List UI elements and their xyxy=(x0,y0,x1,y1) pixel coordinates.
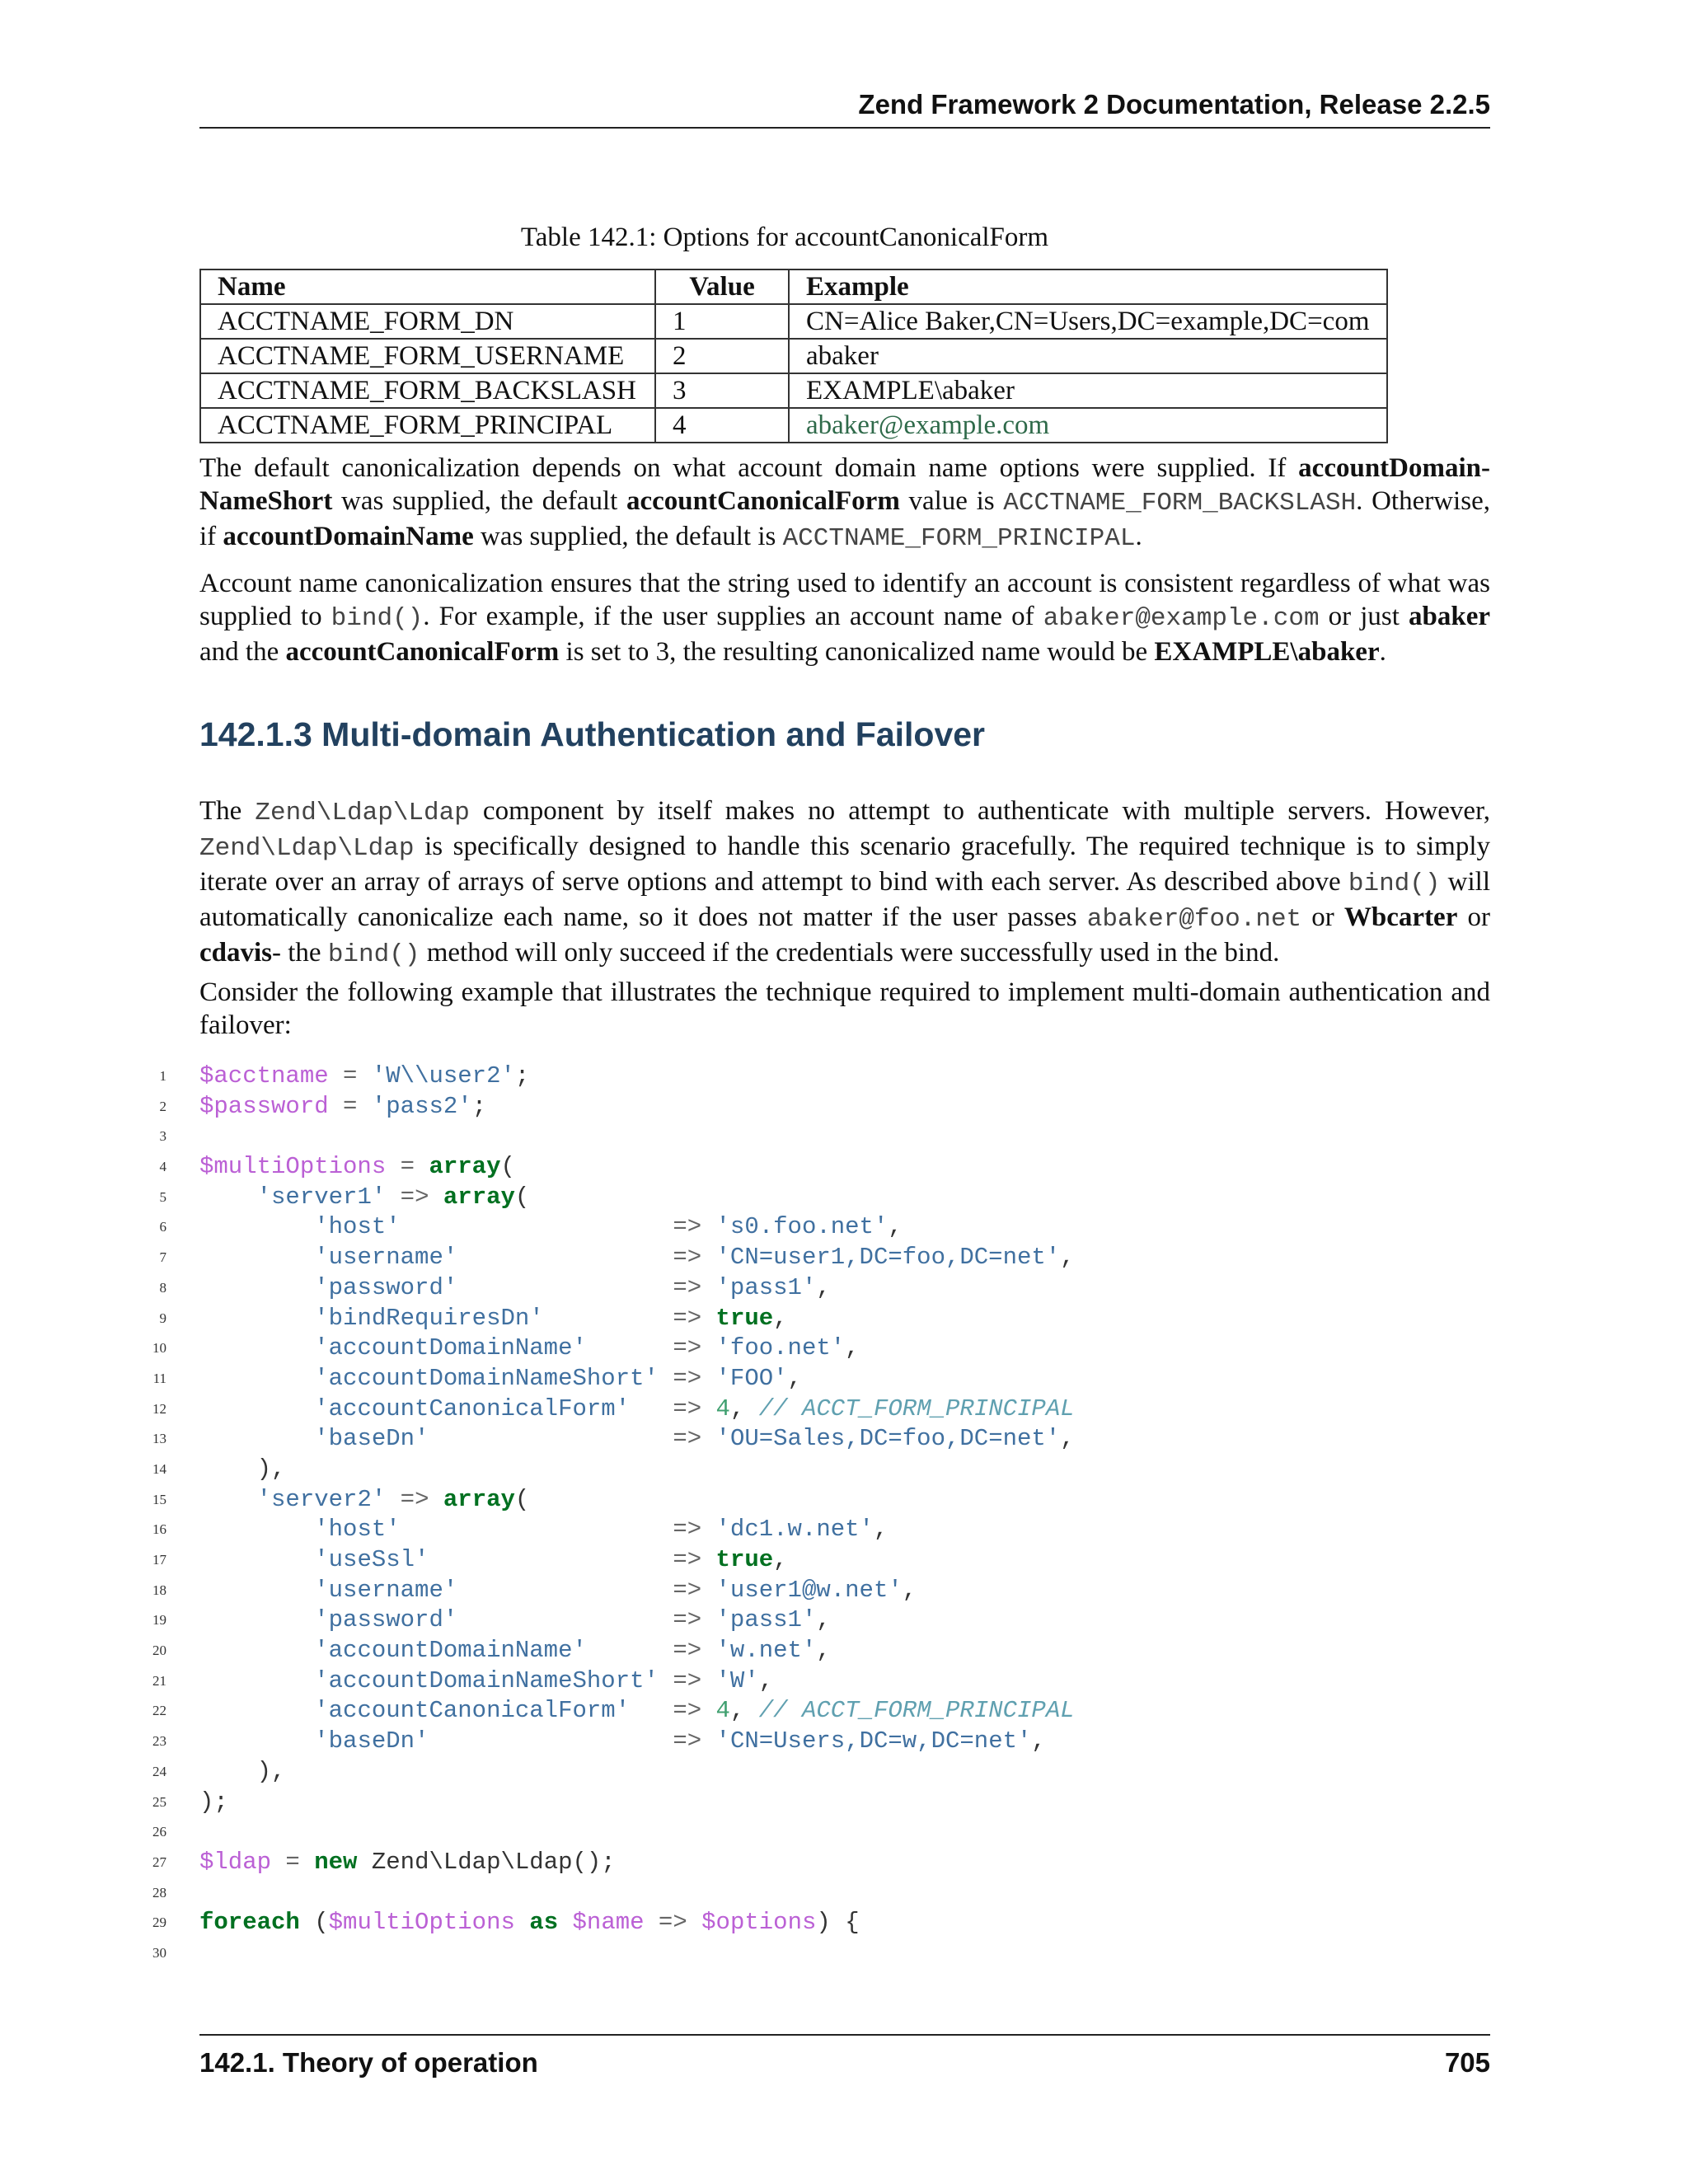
code-token xyxy=(701,1274,715,1301)
code-token xyxy=(630,1697,673,1724)
code-token xyxy=(701,1577,715,1604)
code-token: => xyxy=(673,1516,702,1544)
code-token xyxy=(429,1546,673,1573)
code-token: 'accountDomainNameShort' xyxy=(314,1666,659,1694)
code-text xyxy=(199,1908,860,1938)
line-number: 11 xyxy=(152,1370,166,1386)
code-token: , xyxy=(758,1666,774,1694)
code-line xyxy=(0,1424,1688,1455)
code-token: , xyxy=(1060,1425,1075,1453)
code-token: 'foo.net' xyxy=(715,1334,846,1362)
code-token: => xyxy=(673,1394,702,1422)
code-text xyxy=(199,1273,831,1304)
code-line xyxy=(0,1152,1688,1183)
code-token: array xyxy=(443,1485,515,1513)
code-token: => xyxy=(673,1546,702,1573)
table-cell: 3 xyxy=(655,373,789,408)
table-header-row xyxy=(200,269,1387,304)
code-token xyxy=(701,1365,715,1392)
line-number: 23 xyxy=(152,1733,166,1750)
code-token xyxy=(701,1244,715,1271)
code-token: , xyxy=(873,1516,889,1544)
code-token: => xyxy=(673,1304,702,1332)
code-text xyxy=(199,1394,1075,1425)
code-token xyxy=(401,1516,673,1543)
email-link[interactable]: abaker@example.com xyxy=(806,410,1050,440)
line-number: 29 xyxy=(152,1915,166,1931)
table-cell: ACCTNAME_FORM_USERNAME xyxy=(200,339,655,373)
column-header-value: Value xyxy=(655,269,789,304)
code-token xyxy=(199,1244,314,1271)
table-cell: CN=Alice Baker,CN=Users,DC=example,DC=com xyxy=(789,304,1387,339)
code-token: 'server2' xyxy=(256,1485,387,1513)
code-token xyxy=(199,1183,257,1211)
code-token xyxy=(587,1334,673,1361)
code-token: => xyxy=(673,1364,702,1392)
code-token: 'dc1.w.net' xyxy=(715,1516,874,1544)
code-token xyxy=(701,1334,715,1361)
code-token: 'accountCanonicalForm' xyxy=(314,1394,631,1422)
code-line xyxy=(0,1122,1688,1152)
line-number: 4 xyxy=(159,1159,166,1175)
paragraph-example-intro: Consider the following example that illustrates the technique required to implement multi-domain authentication and failover: xyxy=(199,977,1490,1040)
code-token xyxy=(199,1395,314,1422)
line-number: 22 xyxy=(152,1703,166,1719)
code-token: 'baseDn' xyxy=(314,1727,429,1755)
code-line xyxy=(0,1304,1688,1334)
code-token xyxy=(659,1365,673,1392)
code-token: , xyxy=(787,1364,802,1392)
table-row xyxy=(200,339,1387,373)
code-token xyxy=(630,1395,673,1422)
code-text xyxy=(199,1666,773,1697)
code-token xyxy=(701,1606,715,1633)
code-token xyxy=(515,1909,529,1936)
code-token: // ACCT_FORM_PRINCIPAL xyxy=(758,1394,1075,1422)
code-token: 'W' xyxy=(715,1666,759,1694)
code-token: 'CN=user1,DC=foo,DC=net' xyxy=(715,1244,1061,1272)
code-text xyxy=(199,1455,285,1485)
code-token: ); xyxy=(199,1788,228,1816)
code-token: 'host' xyxy=(314,1213,401,1241)
code-token: => xyxy=(673,1425,702,1453)
code-token: $password xyxy=(199,1092,329,1120)
code-text xyxy=(199,1636,831,1666)
code-token: 'useSsl' xyxy=(314,1546,429,1573)
code-token xyxy=(199,1274,314,1301)
code-token: => xyxy=(673,1697,702,1725)
code-token: Zend\Ldap\Ldap(); xyxy=(357,1848,616,1876)
code-token: true xyxy=(715,1304,774,1332)
code-token xyxy=(701,1697,715,1724)
paragraph-multi-domain: The Zend\Ldap\Ldap component by itself makes no attempt to authenticate with multiple servers. However, Zend\Ldap\Ldap is specifically designed to handle this scenario gracefully. The required technique is to simply iterate over an array of arrays of serve options and attempt to bind with each server. As described above bind() will automatically canonicalize each name, so it does not matter if the user passes abaker@foo.net or Wbcarter or cdavis- the bind() method will only succeed if the credentials were successfully used in the bind. xyxy=(199,796,1490,969)
code-token: ) { xyxy=(816,1909,860,1937)
code-line xyxy=(0,1636,1688,1666)
line-number: 6 xyxy=(159,1219,166,1235)
line-number: 7 xyxy=(159,1249,166,1266)
code-token: , xyxy=(729,1394,759,1422)
code-token: $options xyxy=(701,1909,817,1937)
page-number: 705 xyxy=(1444,2047,1490,2078)
code-token: 's0.foo.net' xyxy=(715,1213,889,1241)
code-token: foreach xyxy=(199,1909,300,1937)
line-number: 24 xyxy=(152,1763,166,1779)
line-number: 28 xyxy=(152,1884,166,1900)
code-line xyxy=(0,1545,1688,1576)
code-line xyxy=(0,1666,1688,1697)
code-token: 'pass1' xyxy=(715,1606,817,1634)
code-token xyxy=(199,1305,314,1332)
table-row xyxy=(200,373,1387,408)
code-text xyxy=(199,1545,788,1576)
code-text xyxy=(199,1576,917,1606)
code-token xyxy=(587,1637,673,1664)
code-token xyxy=(199,1516,314,1543)
code-token: 'bindRequiresDn' xyxy=(314,1304,544,1332)
line-number: 12 xyxy=(152,1400,166,1417)
line-number: 16 xyxy=(152,1521,166,1538)
code-token: => xyxy=(673,1637,702,1665)
code-token: 'OU=Sales,DC=foo,DC=net' xyxy=(715,1425,1061,1453)
code-token: => xyxy=(673,1273,702,1301)
line-number: 27 xyxy=(152,1854,166,1870)
code-line xyxy=(0,1092,1688,1122)
table-cell xyxy=(789,408,1387,443)
table-cell: 2 xyxy=(655,339,789,373)
code-token: , xyxy=(773,1546,788,1573)
code-token: $multiOptions xyxy=(328,1909,515,1937)
code-token: => xyxy=(673,1334,702,1362)
code-text xyxy=(199,1333,860,1364)
code-text xyxy=(199,1605,831,1636)
line-number: 5 xyxy=(159,1188,166,1205)
code-token: array xyxy=(443,1183,515,1211)
code-token: = xyxy=(386,1153,429,1181)
code-text xyxy=(199,1092,486,1122)
table-cell: ACCTNAME_FORM_BACKSLASH xyxy=(200,373,655,408)
code-token xyxy=(199,1667,314,1694)
code-token: $acctname xyxy=(199,1062,329,1090)
code-token xyxy=(457,1577,673,1604)
code-token: , xyxy=(902,1576,917,1604)
code-token: $name xyxy=(572,1909,645,1937)
code-token: 'FOO' xyxy=(715,1364,788,1392)
line-number: 19 xyxy=(152,1612,166,1629)
code-token xyxy=(199,1425,314,1452)
code-token: , xyxy=(816,1273,831,1301)
code-token: => xyxy=(673,1606,702,1634)
code-token xyxy=(429,1425,673,1452)
code-token xyxy=(558,1909,572,1936)
code-line xyxy=(0,1908,1688,1938)
code-token xyxy=(701,1213,715,1240)
line-number: 10 xyxy=(152,1340,166,1357)
table-row xyxy=(200,408,1387,443)
code-text xyxy=(199,1183,529,1213)
section-heading: 142.1.3 Multi-domain Authentication and Failover xyxy=(199,715,986,753)
code-text xyxy=(199,1727,1046,1757)
code-token xyxy=(701,1667,715,1694)
page-header: Zend Framework 2 Documentation, Release 2.2.5 xyxy=(199,89,1490,129)
code-token xyxy=(701,1516,715,1543)
code-token: => xyxy=(386,1485,443,1513)
line-number: 15 xyxy=(152,1491,166,1507)
code-text xyxy=(199,1243,1075,1273)
code-token: => xyxy=(644,1909,702,1937)
code-line xyxy=(0,1576,1688,1606)
code-token: 'accountDomainName' xyxy=(314,1334,587,1362)
code-token: 'password' xyxy=(314,1273,458,1301)
table-caption: Table 142.1: Options for accountCanonicalForm xyxy=(520,223,1049,252)
code-token: 4 xyxy=(715,1697,730,1725)
code-token: 'accountDomainName' xyxy=(314,1637,587,1665)
code-token xyxy=(199,1365,314,1392)
code-text xyxy=(199,1152,515,1183)
code-token xyxy=(199,1334,314,1361)
code-line xyxy=(0,1878,1688,1909)
table-cell: 1 xyxy=(655,304,789,339)
code-text xyxy=(199,1848,616,1878)
table-row xyxy=(200,304,1387,339)
column-header-example: Example xyxy=(789,269,1387,304)
line-number: 26 xyxy=(152,1824,166,1840)
code-line xyxy=(0,1394,1688,1425)
code-token: ( xyxy=(299,1909,329,1937)
paragraph-default-canonicalization: The default canonicalization depends on what account domain name options were supplied. If accountDomain-NameShort was supplied, the default accountCanonicalForm value is ACCTNAME_FORM_BACKSLASH. Otherwise, if accountDomainName was supplied, the default is ACCTNAME_FORM_PRINCIPAL. xyxy=(199,453,1490,553)
code-token: ; xyxy=(471,1092,487,1120)
code-line xyxy=(0,1364,1688,1394)
code-token: 'CN=Users,DC=w,DC=net' xyxy=(715,1727,1032,1755)
line-number: 25 xyxy=(152,1793,166,1810)
code-token xyxy=(429,1727,673,1755)
code-token xyxy=(701,1425,715,1452)
code-token xyxy=(701,1395,715,1422)
code-line xyxy=(0,1757,1688,1788)
code-token: 'pass1' xyxy=(715,1273,817,1301)
code-line xyxy=(0,1848,1688,1878)
code-token: , xyxy=(1060,1244,1075,1272)
code-text xyxy=(199,1424,1075,1455)
line-number: 20 xyxy=(152,1643,166,1659)
table-cell: 4 xyxy=(655,408,789,443)
table-cell: EXAMPLE\abaker xyxy=(789,373,1387,408)
code-line xyxy=(0,1183,1688,1213)
paragraph-account-name-canonicalization: Account name canonicalization ensures that the string used to identify an account is consistent regardless of what was supplied to bind(). For example, if the user supplies an account name of abaker@example.com or just abaker and the accountCanonicalForm is set to 3, the resulting canonicalized name would be EXAMPLE\abaker. xyxy=(199,569,1490,667)
options-table xyxy=(199,269,1388,443)
code-line xyxy=(0,1727,1688,1757)
code-token: array xyxy=(429,1153,501,1181)
code-token xyxy=(199,1486,257,1513)
code-token: new xyxy=(314,1848,358,1876)
code-token: , xyxy=(845,1334,860,1362)
code-token: => xyxy=(673,1666,702,1694)
code-token: // ACCT_FORM_PRINCIPAL xyxy=(758,1697,1075,1725)
line-number: 2 xyxy=(159,1098,166,1114)
code-token: 'baseDn' xyxy=(314,1425,429,1453)
code-text xyxy=(199,1364,802,1394)
code-token xyxy=(199,1606,314,1633)
code-token: 4 xyxy=(715,1394,730,1422)
code-line xyxy=(0,1605,1688,1636)
line-number: 14 xyxy=(152,1460,166,1477)
code-token: = xyxy=(271,1848,315,1876)
code-line xyxy=(0,1696,1688,1727)
code-token: => xyxy=(673,1244,702,1272)
code-line xyxy=(0,1212,1688,1243)
table-cell: ACCTNAME_FORM_PRINCIPAL xyxy=(200,408,655,443)
code-token: 'w.net' xyxy=(715,1637,817,1665)
code-token xyxy=(457,1274,673,1301)
code-token: , xyxy=(816,1637,831,1665)
line-number: 3 xyxy=(159,1128,166,1145)
line-number: 1 xyxy=(159,1068,166,1084)
code-token xyxy=(457,1606,673,1633)
code-token: ; xyxy=(514,1062,530,1090)
code-token: 'username' xyxy=(314,1244,458,1272)
code-token: $ldap xyxy=(199,1848,272,1876)
code-token: 'pass2' xyxy=(371,1092,472,1120)
code-token: , xyxy=(888,1213,903,1241)
code-token xyxy=(199,1577,314,1604)
code-token: => xyxy=(386,1183,443,1211)
line-number: 18 xyxy=(152,1582,166,1598)
code-line xyxy=(0,1817,1688,1848)
code-token: => xyxy=(673,1213,702,1241)
code-token: 'user1@w.net' xyxy=(715,1576,903,1604)
code-line xyxy=(0,1455,1688,1485)
code-text xyxy=(199,1062,529,1092)
code-token: 'server1' xyxy=(256,1183,387,1211)
page-footer xyxy=(199,2034,1490,2079)
code-text xyxy=(199,1788,228,1818)
code-token: 'host' xyxy=(314,1516,401,1544)
code-text xyxy=(199,1757,285,1788)
code-token: 'username' xyxy=(314,1576,458,1604)
code-token: , xyxy=(729,1697,759,1725)
code-token: as xyxy=(529,1909,559,1937)
code-token: ( xyxy=(500,1153,515,1181)
code-token xyxy=(457,1244,673,1271)
line-number: 13 xyxy=(152,1431,166,1447)
code-line xyxy=(0,1788,1688,1818)
line-number: 8 xyxy=(159,1279,166,1296)
line-number: 17 xyxy=(152,1552,166,1568)
code-token: => xyxy=(673,1727,702,1755)
code-text xyxy=(199,1696,1075,1727)
code-token xyxy=(199,1213,314,1240)
code-block xyxy=(0,1062,1688,1969)
code-line xyxy=(0,1485,1688,1516)
code-token xyxy=(199,1697,314,1724)
code-token xyxy=(199,1546,314,1573)
code-token xyxy=(701,1546,715,1573)
code-token: , xyxy=(816,1606,831,1634)
column-header-name: Name xyxy=(200,269,655,304)
line-number: 21 xyxy=(152,1672,166,1689)
code-line xyxy=(0,1938,1688,1969)
code-text xyxy=(199,1304,788,1334)
footer-section: 142.1. Theory of operation xyxy=(199,2047,538,2078)
line-number: 30 xyxy=(152,1944,166,1961)
code-token: ( xyxy=(514,1485,530,1513)
code-token xyxy=(701,1305,715,1332)
code-token: 'password' xyxy=(314,1606,458,1634)
code-token: ), xyxy=(199,1757,286,1785)
table-cell: ACCTNAME_FORM_DN xyxy=(200,304,655,339)
code-text xyxy=(199,1212,903,1243)
code-line xyxy=(0,1243,1688,1273)
code-line xyxy=(0,1273,1688,1304)
code-token xyxy=(544,1305,673,1332)
line-number: 9 xyxy=(159,1310,166,1326)
code-token: 'W\\user2' xyxy=(371,1062,515,1090)
code-token: , xyxy=(773,1304,788,1332)
code-token xyxy=(199,1727,314,1755)
code-token xyxy=(401,1213,673,1240)
table-cell: abaker xyxy=(789,339,1387,373)
code-token: = xyxy=(328,1092,372,1120)
code-line xyxy=(0,1515,1688,1545)
code-token: => xyxy=(673,1576,702,1604)
code-token: $multiOptions xyxy=(199,1153,387,1181)
code-line xyxy=(0,1062,1688,1092)
code-token: true xyxy=(715,1546,774,1573)
code-token xyxy=(701,1727,715,1755)
code-token: 'accountCanonicalForm' xyxy=(314,1697,631,1725)
code-text xyxy=(199,1485,529,1516)
code-text xyxy=(199,1515,888,1545)
code-token: 'accountDomainNameShort' xyxy=(314,1364,659,1392)
code-token xyxy=(701,1637,715,1664)
code-token xyxy=(659,1667,673,1694)
code-line xyxy=(0,1333,1688,1364)
code-token: = xyxy=(328,1062,372,1090)
code-token: ( xyxy=(514,1183,530,1211)
code-token xyxy=(199,1637,314,1664)
code-token: ), xyxy=(199,1455,286,1483)
code-token: , xyxy=(1031,1727,1046,1755)
